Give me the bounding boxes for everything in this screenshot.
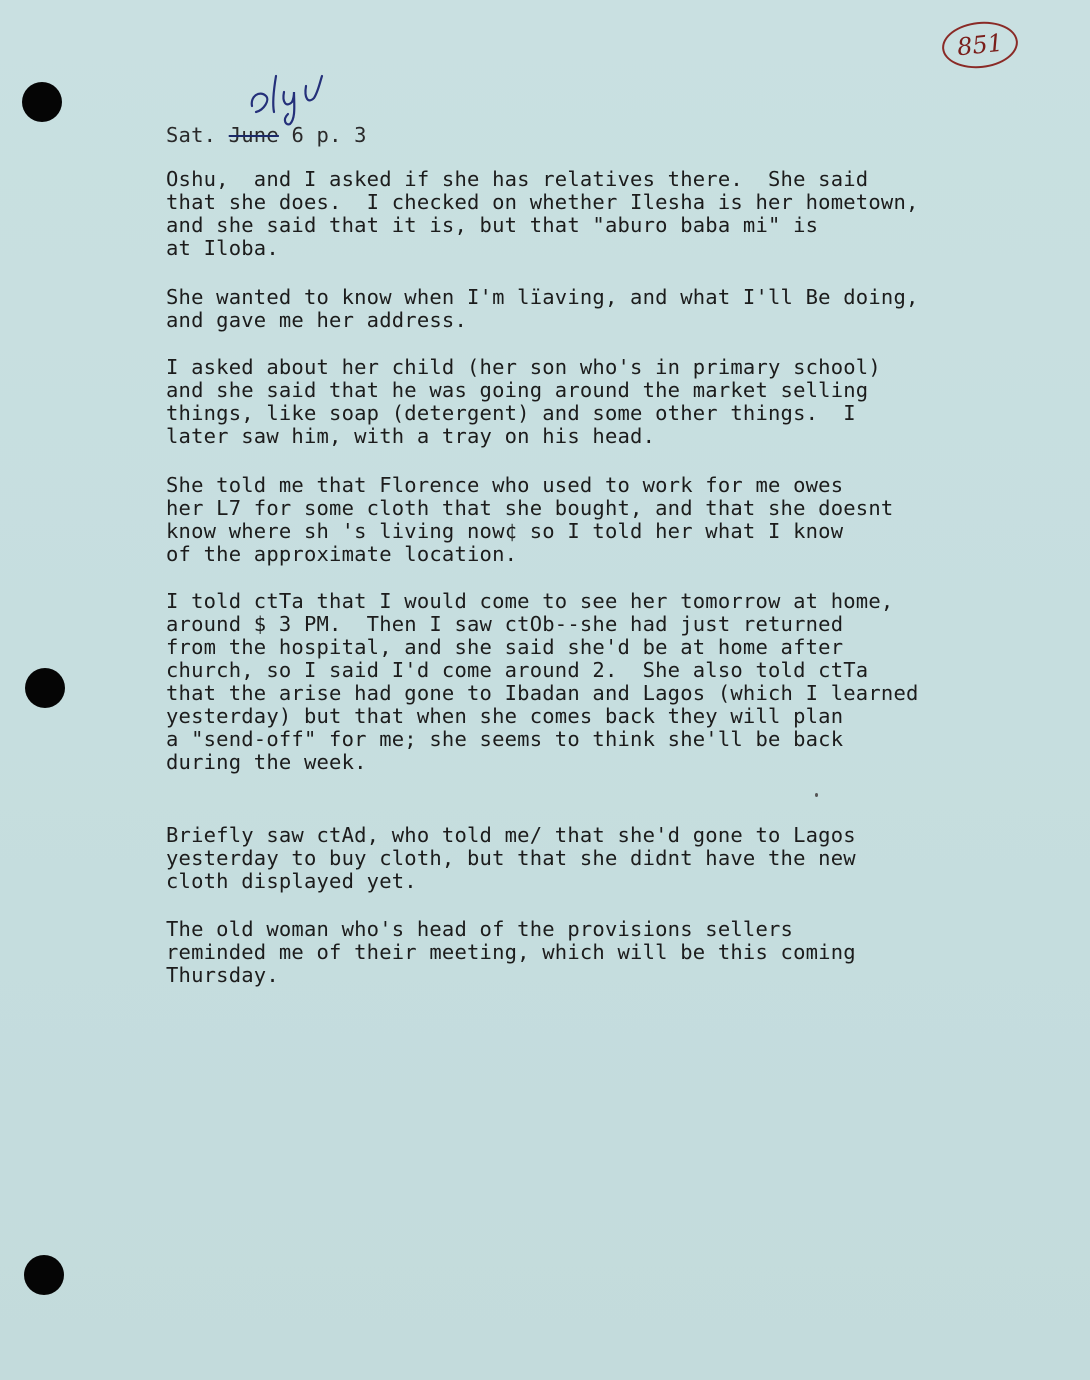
text-line: Oshu, and I asked if she has relatives there. She said	[166, 167, 869, 191]
punch-hole-bottom	[24, 1255, 64, 1295]
text-line: and gave me her address.	[166, 308, 468, 332]
text-line: Thursday.	[166, 963, 279, 987]
text-line: and she said that it is, but that "aburo baba mi" is	[166, 213, 819, 237]
handwritten-correction-mark	[246, 68, 336, 128]
paragraph-1	[166, 168, 919, 260]
paragraph-6	[166, 824, 856, 893]
text-line: She told me that Florence who used to work for me owes	[166, 473, 844, 497]
text-line: a "send-off" for me; she seems to think she'll be back	[166, 727, 844, 751]
text-line: her L7 for some cloth that she bought, and that she doesnt	[166, 496, 894, 520]
text-line: things, like soap (detergent) and some other things. I	[166, 401, 856, 425]
entry-header	[166, 124, 367, 147]
text-line: and she said that he was going around the market selling	[166, 378, 869, 402]
text-line: later saw him, with a tray on his head.	[166, 424, 656, 448]
punch-hole-middle	[25, 668, 65, 708]
text-line: that the arise had gone to Ibadan and Lagos (which I learned	[166, 681, 919, 705]
text-line: church, so I said I'd come around 2. She also told ctTa	[166, 658, 869, 682]
text-line: from the hospital, and she said she'd be at home after	[166, 635, 844, 659]
text-line: during the week.	[166, 750, 367, 774]
text-line: reminded me of their meeting, which will be this coming	[166, 940, 856, 964]
ink-smudge	[815, 793, 818, 797]
header-date-page: 6 p. 3	[291, 123, 367, 147]
page-number-stamp	[940, 18, 1020, 72]
text-line: I asked about her child (her son who's in primary school)	[166, 355, 881, 379]
header-struck-month: June	[228, 123, 279, 147]
text-line: cloth displayed yet.	[166, 869, 417, 893]
paragraph-5	[166, 590, 919, 774]
text-line: around $ 3 PM. Then I saw ctOb--she had just returned	[166, 612, 844, 636]
page-number-text: 851	[955, 28, 1005, 62]
text-line: at Iloba.	[166, 236, 279, 260]
paragraph-7	[166, 918, 856, 987]
punch-hole-top	[22, 82, 62, 122]
text-line: She wanted to know when I'm lïaving, and what I'll Be doing,	[166, 285, 919, 309]
text-line: of the approximate location.	[166, 542, 518, 566]
text-line: yesterday to buy cloth, but that she didnt have the new	[166, 846, 856, 870]
text-line: yesterday) but that when she comes back they will plan	[166, 704, 844, 728]
paragraph-3	[166, 356, 881, 448]
paragraph-2	[166, 286, 919, 332]
text-line: that she does. I checked on whether Ilesha is her hometown,	[166, 190, 919, 214]
text-line: Briefly saw ctAd, who told me/ that she'd gone to Lagos	[166, 823, 856, 847]
paragraph-4	[166, 474, 893, 566]
header-day: Sat.	[166, 123, 217, 147]
text-line: know where sh 's living now¢ so I told her what I know	[166, 519, 844, 543]
text-line: The old woman who's head of the provisions sellers	[166, 917, 794, 941]
text-line: I told ctTa that I would come to see her tomorrow at home,	[166, 589, 894, 613]
